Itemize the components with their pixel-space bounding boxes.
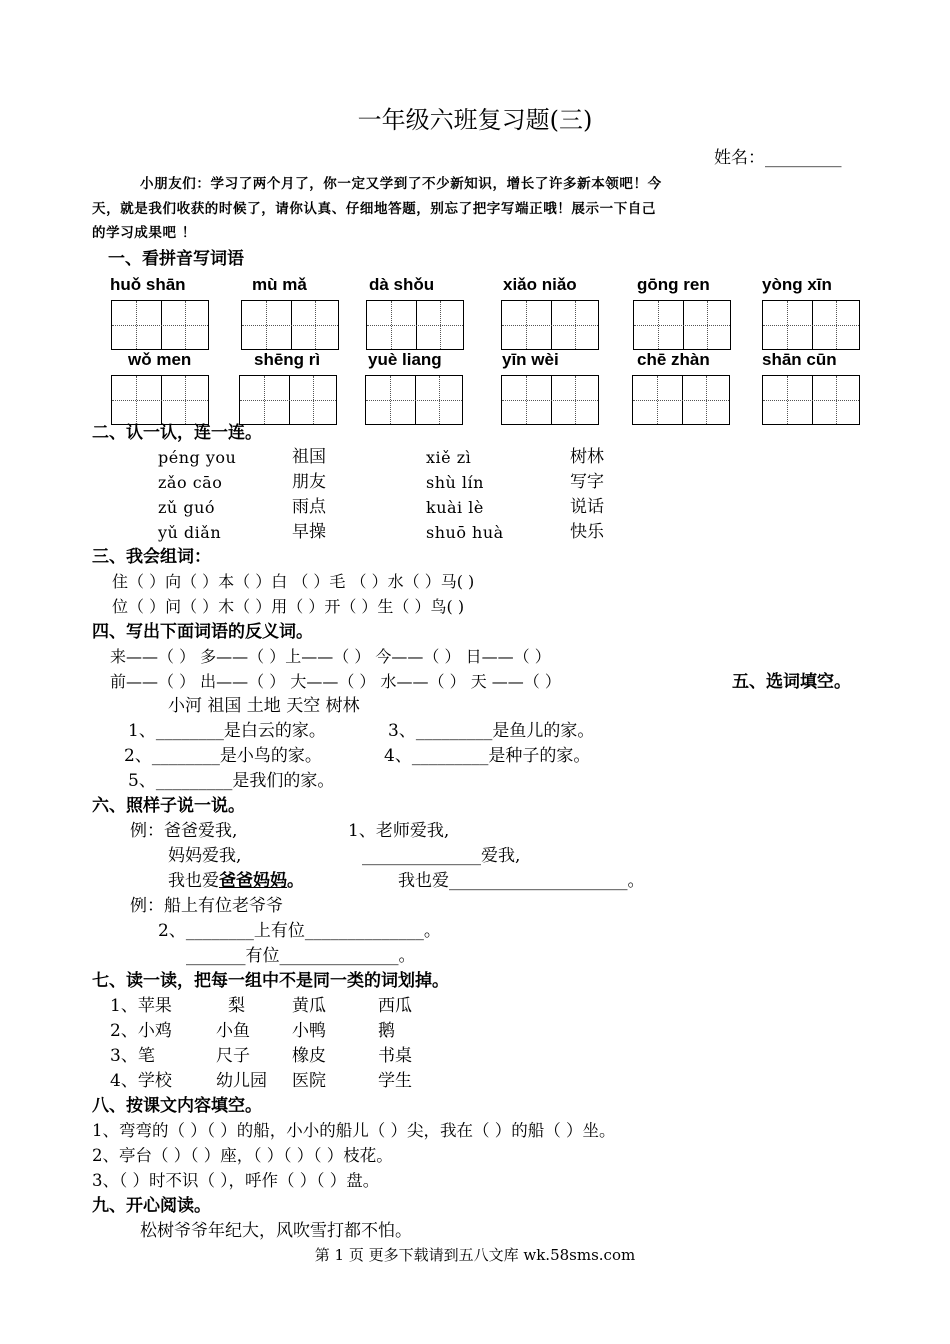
writing-box-2-3[interactable]	[365, 375, 463, 425]
example-1-line-1: 例：爸爸爱我,	[130, 821, 238, 841]
text-fill-line-1: 1、弯弯的（ ）（ ）的船，小小的船儿（ ）尖，我在（ ）的船（ ）坐。	[92, 1121, 616, 1140]
text-fill-line-2: 2、亭台（ ）（ ）座，（ ）（ ）（ ）枝花。	[92, 1146, 393, 1165]
group-2-word-3: 小鸭	[292, 1021, 326, 1041]
group-4-word-3: 医院	[292, 1071, 326, 1091]
writing-box-1-6[interactable]	[762, 300, 860, 350]
group-3-word-1: 3、笔	[110, 1046, 155, 1066]
group-2-word-1: 2、小鸡	[110, 1021, 172, 1041]
group-4-word-2: 幼儿园	[216, 1071, 267, 1091]
word-bank: 小河 祖国 土地 天空 树林	[168, 696, 360, 716]
word-building-row-1: 住（ ）向（ ）本（ ）白 （ ）毛 （ ）水（ ）马( )	[112, 572, 475, 591]
fill-item-3: 3、_________是鱼儿的家。	[388, 721, 595, 741]
section-7-heading: 七、读一读，把每一组中不是同一类的词划掉。	[92, 971, 449, 991]
fill-item-4: 4、_________是种子的家。	[384, 746, 591, 766]
intro-line-1: 小朋友们：学习了两个月了，你一定又学到了不少新知识，增长了许多新本领吧！今	[140, 176, 662, 192]
question-2-line-2: _______有位______________。	[186, 946, 416, 966]
group-1-word-3: 黄瓜	[292, 996, 326, 1016]
group-1-word-4: 西瓜	[378, 996, 412, 1016]
group-1-word-2: 梨	[228, 996, 245, 1016]
text-fill-line-3: 3、（ ）时不识（ ），呼作（ ）（ ）盘。	[92, 1171, 380, 1190]
match-pinyin-r1: xiě zì	[426, 448, 472, 467]
match-word-r3: 说话	[570, 497, 604, 517]
fill-item-2: 2、________是小鸟的家。	[124, 746, 322, 766]
pinyin-2-5: chē zhàn	[637, 350, 710, 369]
example-1-line-2: 妈妈爱我,	[168, 846, 242, 866]
writing-box-2-5[interactable]	[632, 375, 730, 425]
question-2-line-1: 2、________上有位______________。	[158, 921, 441, 941]
section-4-heading: 四、写出下面词语的反义词。	[92, 622, 313, 642]
example-1-line-3	[168, 873, 304, 890]
fill-item-5: 5、_________是我们的家。	[128, 771, 335, 791]
intro-line-3: 的学习成果吧 ！	[92, 225, 196, 241]
group-4-word-4: 学生	[378, 1071, 412, 1091]
section-6-heading: 六、照样子说一说。	[92, 796, 245, 816]
example-1-prefix: 我也爱	[168, 871, 219, 891]
word-building-row-2: 位（ ）问（ ）木（ ）用（ ）开（ ）生（ ）鸟( )	[112, 597, 465, 616]
match-word-l3: 雨点	[292, 497, 326, 517]
section-5-heading: 五、选词填空。	[732, 672, 851, 692]
writing-box-2-4[interactable]	[501, 375, 599, 425]
section-9-heading: 九、开心阅读。	[92, 1196, 211, 1216]
pinyin-1-6: yòng xīn	[762, 275, 832, 294]
match-pinyin-l3: zǔ guó	[158, 498, 215, 517]
writing-box-2-6[interactable]	[762, 375, 860, 425]
match-pinyin-r2: shù lín	[426, 473, 484, 492]
example-1-suffix: 。	[287, 871, 304, 891]
group-3-word-4: 书桌	[378, 1046, 412, 1066]
match-word-l2: 朋友	[292, 472, 326, 492]
pinyin-1-5: gōng ren	[637, 275, 710, 294]
writing-box-1-2[interactable]	[241, 300, 339, 350]
writing-box-1-5[interactable]	[633, 300, 731, 350]
writing-box-2-2[interactable]	[239, 375, 337, 425]
question-1-line-1: 1、老师爱我,	[348, 821, 450, 841]
match-pinyin-r4: shuō huà	[426, 523, 504, 542]
match-pinyin-r3: kuài lè	[426, 498, 484, 517]
pinyin-2-6: shān cūn	[762, 350, 837, 369]
group-2-word-4: 鹅	[378, 1021, 395, 1041]
writing-box-1-3[interactable]	[366, 300, 464, 350]
writing-box-1-1[interactable]	[111, 300, 209, 350]
section-8-heading: 八、按课文内容填空。	[92, 1096, 262, 1116]
match-word-r1: 树林	[570, 447, 604, 467]
match-pinyin-l4: yǔ diǎn	[158, 523, 222, 542]
match-pinyin-l1: péng you	[158, 448, 237, 467]
section-2-heading: 二、认一认，连一连。	[92, 423, 262, 443]
match-word-r2: 写字	[570, 472, 604, 492]
antonym-row-1: 来——（ ） 多——（ ）上——（ ） 今——（ ） 日——（ ）	[110, 647, 551, 666]
question-1-line-3: 我也爱_____________________。	[398, 871, 645, 891]
pinyin-2-1: wǒ men	[128, 350, 192, 369]
example-1-underlined: 爸爸妈妈	[219, 871, 287, 891]
page-title: 一年级六班复习题(三)	[357, 106, 593, 134]
fill-item-1: 1、________是白云的家。	[128, 721, 326, 741]
antonym-row-2: 前——（ ） 出——（ ） 大——（ ） 水——（ ） 天 ——（ ）	[110, 672, 561, 691]
match-word-l4: 早操	[292, 522, 326, 542]
group-4-word-1: 4、学校	[110, 1071, 172, 1091]
pinyin-1-4: xiǎo niǎo	[503, 275, 577, 294]
match-word-l1: 祖国	[292, 447, 326, 467]
name-field: 姓名：_________	[714, 148, 842, 168]
reading-text: 松树爷爷年纪大，风吹雪打都不怕。	[140, 1221, 412, 1241]
section-1-heading: 一、看拼音写词语	[108, 249, 244, 269]
question-1-line-2: ______________爱我,	[362, 846, 521, 866]
section-3-heading: 三、我会组词：	[92, 547, 211, 567]
intro-line-2: 天，就是我们收获的时候了，请你认真、仔细地答题，别忘了把字写端正哦！展示一下自己	[92, 201, 656, 217]
writing-box-2-1[interactable]	[111, 375, 209, 425]
pinyin-2-2: shēng rì	[254, 350, 321, 369]
group-3-word-3: 橡皮	[292, 1046, 326, 1066]
match-word-r4: 快乐	[570, 522, 604, 542]
group-1-word-1: 1、苹果	[110, 996, 172, 1016]
writing-box-1-4[interactable]	[501, 300, 599, 350]
pinyin-1-2: mù mǎ	[252, 275, 307, 294]
match-pinyin-l2: zǎo cāo	[158, 473, 223, 492]
example-2: 例：船上有位老爷爷	[130, 896, 283, 916]
pinyin-2-3: yuè liang	[368, 350, 442, 369]
group-2-word-2: 小鱼	[216, 1021, 250, 1041]
pinyin-1-3: dà shǒu	[369, 275, 435, 294]
pinyin-2-4: yīn wèi	[502, 350, 559, 369]
group-3-word-2: 尺子	[216, 1046, 250, 1066]
pinyin-1-1: huǒ shān	[110, 275, 186, 294]
page-footer: 第 1 页 更多下载请到五八文库 wk.58sms.com	[314, 1246, 636, 1264]
